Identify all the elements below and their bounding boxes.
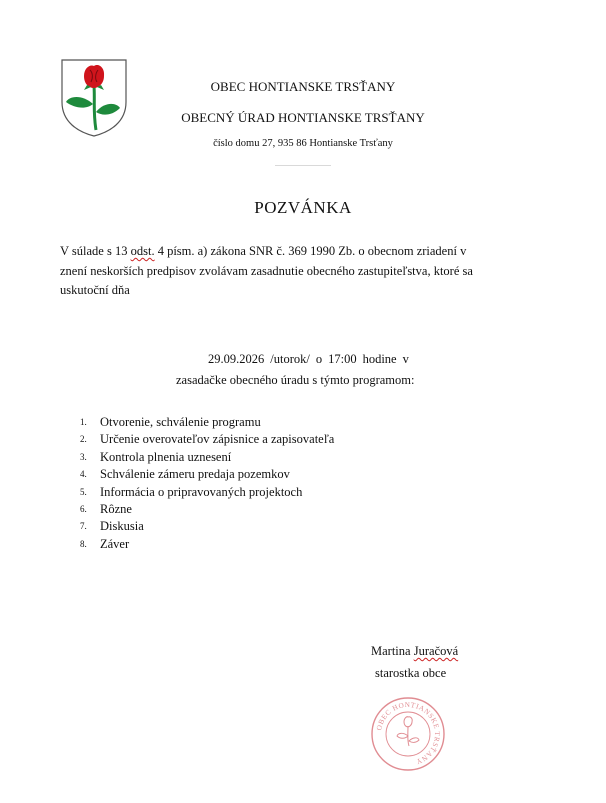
signatory-first-name: Martina — [371, 644, 414, 658]
agenda-text: Kontrola plnenia uznesení — [100, 449, 232, 464]
agenda-text: Schválenie zámeru predaja pozemkov — [100, 467, 290, 482]
stamp-text: OBEC HONTIANSKE TRSŤANY — [375, 700, 442, 766]
header-divider — [275, 165, 331, 166]
header-office: OBECNÝ ÚRAD HONTIANSKE TRSŤANY — [181, 110, 425, 125]
meeting-word-at: o — [315, 352, 323, 366]
agenda-number: 2. — [80, 434, 87, 445]
header-municipality: OBEC HONTIANSKE TRSŤANY — [210, 79, 396, 94]
meeting-day: /utorok/ — [270, 352, 310, 366]
meeting-datetime — [208, 352, 415, 367]
agenda-text: Určenie overovateľov zápisnice a zapisovateľa — [100, 432, 335, 447]
agenda-text: Informácia o pripravovaných projektoch — [100, 484, 303, 499]
agenda-number: 1. — [80, 417, 87, 427]
village-coat-of-arms — [60, 58, 128, 138]
agenda-number: 7. — [80, 521, 87, 532]
signatory-role: starostka obce — [375, 666, 447, 680]
agenda-number: 8. — [80, 538, 87, 549]
intro-text-start: V súlade s 13 — [60, 244, 131, 258]
signatory-last-name: Juračová — [413, 644, 459, 658]
intro-underlined-word: odst. — [130, 244, 155, 258]
agenda-text: Otvorenie, schválenie programu — [100, 415, 261, 429]
meeting-word-in: v — [402, 352, 409, 366]
header-address: číslo domu 27, 935 86 Hontianske Trsťany — [213, 138, 393, 149]
agenda-number: 3. — [80, 451, 87, 462]
agenda-text: Diskusia — [100, 519, 144, 534]
meeting-word-hours: hodine — [362, 352, 397, 366]
signatory-name — [371, 644, 458, 659]
agenda-number: 4. — [80, 469, 87, 480]
intro-text-rest: 4 písm. a) zákona SNR č. 369 1990 Zb. o obecnom zriadení v znení neskorších predpisov zvolávam zasadnutie obecného zastupiteľstva, ktoré sa uskutoční dňa — [60, 244, 473, 297]
meeting-place: zasadačke obecného úradu s týmto programom: — [176, 373, 415, 387]
agenda-number: 5. — [80, 486, 87, 497]
agenda-text: Rôzne — [100, 501, 132, 516]
agenda-number: 6. — [80, 503, 87, 514]
document-title: POZVÁNKA — [254, 198, 352, 217]
official-stamp — [370, 696, 446, 772]
meeting-date: 29.09.2026 — [208, 352, 265, 366]
agenda-text: Záver — [100, 536, 130, 551]
meeting-time: 17:00 — [328, 352, 357, 366]
intro-paragraph — [60, 242, 480, 301]
